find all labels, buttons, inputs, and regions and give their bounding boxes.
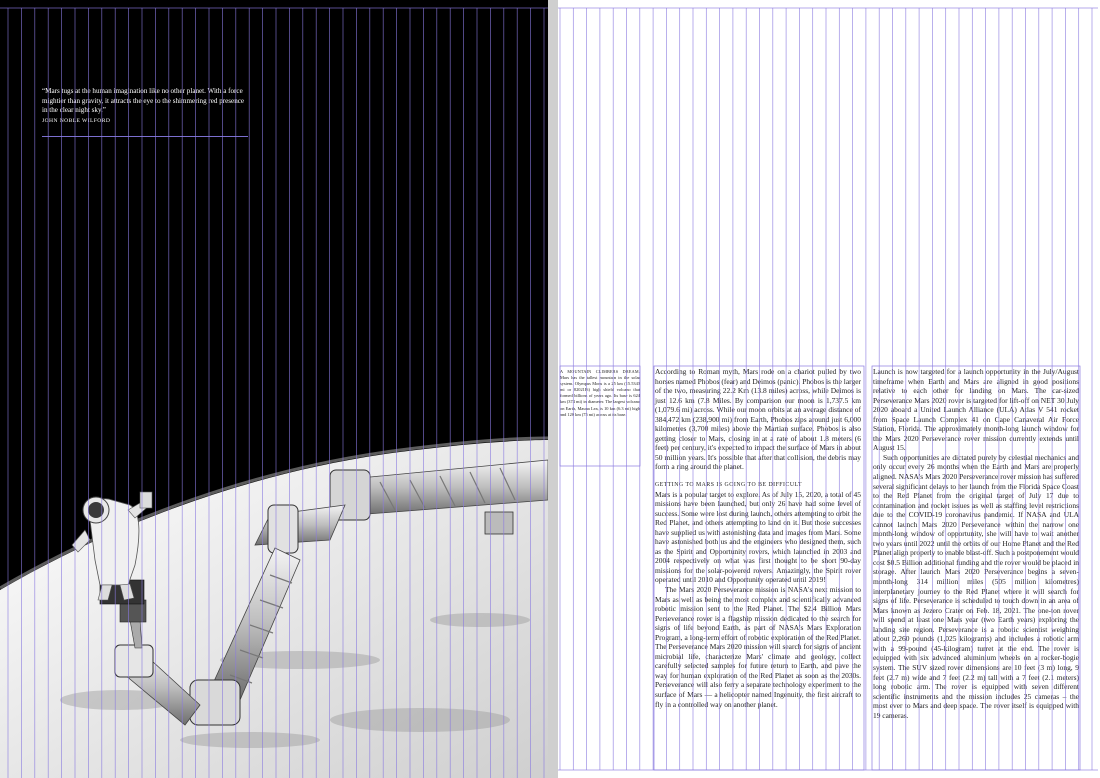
spread-gutter (548, 0, 558, 778)
opportunity-paragraph: Such opportunities are dictated purely by celestial mechanics and only occur every 26 months when the Earth and Mars are properly aligned. NASA's Mars 2020 Perseverance rover mission has suffered several significant delays to her launch from the Florida Space Coast to the Red Planet from the original target of July 17 due to contamination and rocket issues as well as staffing level restrictions due to the COVID-19 coronavirus pandemic. If NASA and ULA cannot launch Mars 2020 Perseverance within the narrow one month-long window of opportunity, she will have to wait another two years until 2022 until the orbits of our Home Planet and the Red Planet align properly to enable blast-off. Such a postponement would cost $0.5 Billion additional funding and the rover would be placed in storage. After launch Mars 2020 Perseverance begins a seven-month-long 314 million miles (505 million kilometres) interplanetary journey to the Red Planet where it will search for signs of life. Perseverance is scheduled to touch down in an area of Mars known as Jezero Crater on Feb. 18, 2021. The one-ton rover will spend at least one Mars year (two Earth years) exploring the landing site region. Perseverance is a robotic scientist weighing about 2,260 pounds (1,025 kilograms) and includes a robotic arm with a 99-pound (45-kilogram) turret at the end. The rover is equipped with six advanced aluminium wheels on a rocker-bogie system. The SUV sized rover dimensions are 10 feet (3 m) long, 9 feet (2.7 m) wide and 7 feet (2.2 m) tall with a 7 feet (2.1 meters) long robotic arm. The rover is equipped with seven different scientific instruments and the mission includes 25 cameras – the most ever to Mars and deep space. The rover itself is equipped with 19 cameras. (873, 452, 1080, 720)
sidebar-heading: A MOUNTAIN CLIMBERS DREAM. (560, 369, 640, 374)
sidebar-note (560, 369, 640, 418)
right-page (558, 0, 1100, 778)
article-column-2 (873, 367, 1079, 720)
section-paragraph-1: Mars is a popular target to explore. As of July 15, 2020, a total of 45 missions have been launched, but only 26 have had some level of success. Some were lost during launch, others attempting to orbit the Red Planet, and others attempting to land on it. But those successes have supplied us with astonishing data and images from Mars. Some have astonished both us and the engineers who designed them, such as the Spirit and Opportunity rovers, which launched in 2003 and 2004 respectively on what was first thought to be short 90-day missions for the solar-powered rovers. Amazingly, the Spirit rover operated until 2010 and Opportunity operated until 2019! (655, 489, 861, 585)
sidebar-text: Mars has the tallest mountain in the solar system. Olympus Mons is a 25 km (15.5343 mi or 82021Ft) high shield volcano that formed billions of years ago. Its base is 624 km (374 mi) in diameter. The largest volcano on Earth, Mauna Lea, is 10 km (6.3 mi) high and 120 km (75 mi) across at its base. (560, 375, 640, 417)
quote-rule (42, 136, 248, 137)
section-heading: GETTING TO MARS IS GOING TO BE DIFFICULT (655, 482, 803, 489)
quote-text: “Mars tugs at the human imagination like no other planet. With a force mightier than gravity, it attracts the eye to the shimmering red presence in the clear night sky.” (42, 87, 245, 115)
pull-quote (42, 87, 248, 126)
intro-paragraph: According to Roman myth, Mars rode on a chariot pulled by two horses named Phobos (fear) and Deimos (panic). Phobos is the larger of the two, measuring 22.2 Km (13.8 miles) across, while Deimos is just 12.6 km (7.8 Miles. By comparison our moon is 1,737.5 km (1,079.6 mi) across. While our moon orbits at an average distance of 384,472 km (238,900 mi) from Earth, Phobos zips around just 6,000 kilometres (3,700 miles) above the Martian surface. Phobos is also getting closer to Mars, closing in at a rate of about 1.8 meters (6 feet) per century, it's expected to impact the surface of Mars in about 50 million years. It's possible that after that collision, the debris may form a ring around the planet. (655, 367, 861, 472)
launch-paragraph: Launch is now targeted for a launch opportunity in the July/August timeframe when Earth and Mars are aligned in good positions relative to each other for landing on Mars. The car-sized Perseverance Mars 2020 rover is targeted for lift-off on NET 30 July 2020 aboard a United Launch Alliance (ULA) Atlas V 541 rocket from Space Launch Complex 41 on Cape Canaveral Air Force Station, Florida. The approximately month-long launch window for the Mars 2020 Perseverance rover mission currently extends until August 15. (873, 367, 1079, 453)
left-page (0, 0, 548, 778)
section-paragraph-2: The Mars 2020 Perseverance mission is NASA's next mission to Mars as well as being the most complex and scientifically advanced robotic mission sent to the Red Planet. The $2.4 Billion Mars Perseverance rover is a flagship mission dedicated to the search for signs of life beyond Earth, as part of NASA's Mars Exploration Program, a long-term effort of robotic exploration of the Red Planet. The Perseverance Mars 2020 mission will search for signs of ancient microbial life, characterize Mars' climate and geology, collect carefully selected samples for future return to Earth, and pave the way for human exploration of the Red Planet as soon as the 2030s. Perseverance will also ferry a separate technology experiment to the surface of Mars — a helicopter named Ingenuity, the first aircraft to fly in a controlled way on another planet. (655, 584, 861, 709)
quote-author: JOHN NOBLE WILFORD (42, 117, 111, 124)
article-column-1 (655, 367, 861, 709)
